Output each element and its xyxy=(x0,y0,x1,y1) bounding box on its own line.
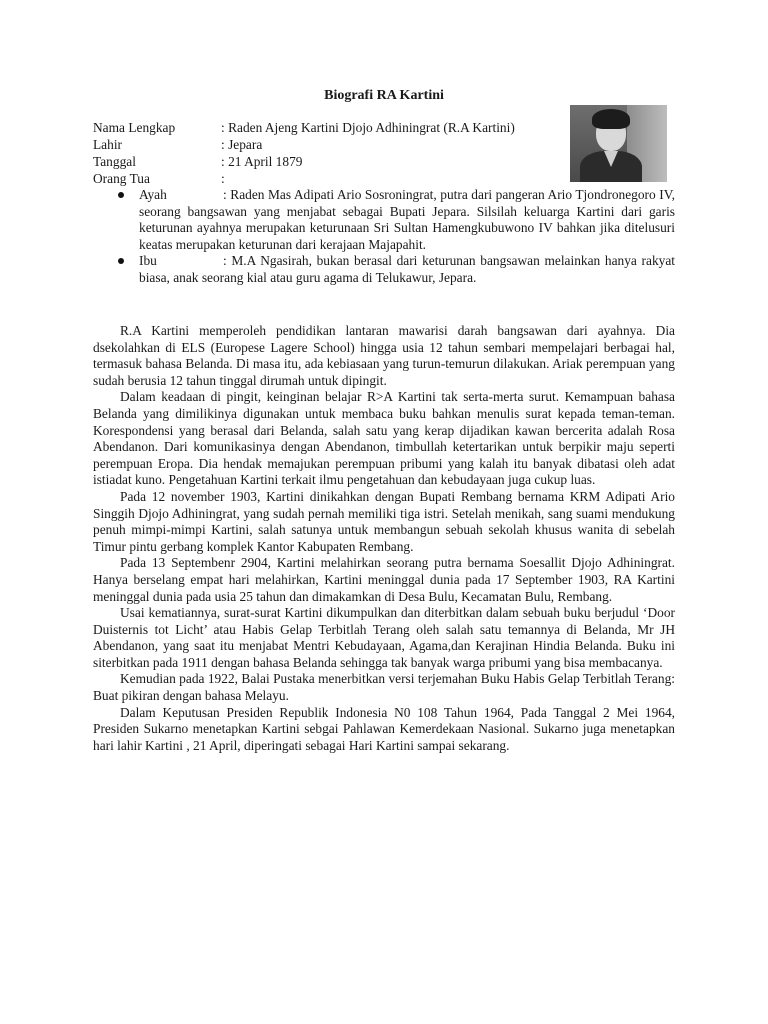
info-value: : xyxy=(221,171,225,186)
list-item-father xyxy=(93,187,675,253)
paragraph-national-hero: Dalam Keputusan Presiden Republik Indonesia N0 108 Tahun 1964, Pada Tanggal 2 Mei 1964, Presiden Sukarno menetapkan Kartini sebgai Pahlawan Kemerdekaan Nasional. Sukarno juga menetapkan hari lahir Kartini , 21 April, diperingati sebagai Hari Kartini sampai sekarang. xyxy=(93,704,675,753)
info-row-date xyxy=(93,154,573,171)
bullet-icon xyxy=(118,192,124,198)
info-value: : 21 April 1879 xyxy=(221,154,303,169)
parent-label: Ibu xyxy=(139,253,157,269)
parent-text: : Raden Mas Adipati Ario Sosroningrat, putra dari pangeran Ario Tjondronegoro IV, seorang bangsawan yang menjabat sebagai Bupati Jepara. Silsilah keluarga Kartini dari garis keturunan ayahnya merupakan keturunaan Sri Sultan Hamengkubuwono IV bahkan jika ditelusuri keatas merupakan keturunan dari kerajaan Majapahit. xyxy=(139,187,675,252)
parents-list xyxy=(93,187,675,287)
bio-info-table xyxy=(93,120,573,188)
parent-text: : M.A Ngasirah, bukan berasal dari keturunan bangsawan melainkan hanya rakyat biasa, anak seorang kial atau guru agama di Telukawur, Jepara. xyxy=(139,253,675,285)
parent-label: Ayah xyxy=(139,187,167,202)
info-label: Tanggal xyxy=(93,154,136,169)
info-label: Orang Tua xyxy=(93,171,150,186)
info-value: : Raden Ajeng Kartini Djojo Adhiningrat (R.A Kartini) xyxy=(221,120,515,135)
info-value: : Jepara xyxy=(221,137,263,152)
info-row-name xyxy=(93,120,573,137)
paragraph-translation: Kemudian pada 1922, Balai Pustaka menerbitkan versi terjemahan Buku Habis Gelap Terbitlah Terang: Buat pikiran dengan bahasa Melayu. xyxy=(93,671,675,704)
info-row-birthplace xyxy=(93,137,573,154)
paragraph-letters: Usai kematiannya, surat-surat Kartini dikumpulkan dan diterbitkan dalam sebuah buku berjudul ‘Door Duisternis tot Licht’ atau Habis Gelap Terbitlah Terang oleh salah satu temannya di Belanda, Mr JH Abendanon, yang saat itu menjabat Mentri Kebudayaan, Agama,dan Kerajinan Hindia Belanda. Buku ini siterbitkan pada 1911 dengan bahasa Belanda sehingga tak banyak warga pribumi yang bisa membacanya. xyxy=(93,605,675,670)
list-item-mother xyxy=(93,253,675,286)
photo-figure-hair xyxy=(592,109,630,129)
paragraph-death: Pada 13 Septembenr 2904, Kartini melahirkan seorang putra bernama Soesallit Djojo Adhiningrat. Hanya berselang empat hari melahirkan, Kartini meninggal dunia pada 17 September 1903, RA Kartini meninggal dunia pada usia 25 tahun dan dimakamkan di Desa Bulu, Kecamatan Bulu, Rembang. xyxy=(93,555,675,604)
info-label: Nama Lengkap xyxy=(93,120,176,135)
document-title: Biografi RA Kartini xyxy=(324,88,444,103)
document-page xyxy=(93,0,675,1024)
paragraph-seclusion: Dalam keadaan di pingit, keinginan belajar R>A Kartini tak serta-merta surut. Kemampuan bahasa Belanda yang dimilikinya digunakan untuk membaca buku bahkan menulis surat kepada teman-teman. Korespondensi yang berasal dari Belanda, salah satu yang kerap dijadikan kawan bercerita adalah Rosa Abendanon. Dari komunikasinya dengan Abendanon, timbullah ketertarikan untuk berpikir maju seperti perempuan Eropa. Dia hendak memajukan perempuan pribumi yang kalah itu banyak dibatasi oleh adat istiadat kuno. Pengetahuan Kartini terkait ilmu pengetahuan dan kebudayaan juga cukup luas. xyxy=(93,389,675,488)
info-row-parents xyxy=(93,171,573,188)
info-label: Lahir xyxy=(93,137,122,152)
paragraph-education: R.A Kartini memperoleh pendidikan lantaran mawarisi darah bangsawan dari ayahnya. Dia dsekolahkan di ELS (Europese Lagere School) hingga usia 12 tahun sembari mempelajari berbagai hal, termasuk bahasa Belanda. Di masa itu, ada kebiasaan yang turun-temurun dilakukan. Ariak perempuan yang sudah berusia 12 tahun tinggal dirumah untuk dipingit. xyxy=(93,323,675,388)
kartini-portrait-photo xyxy=(570,105,667,182)
biography-body xyxy=(93,323,675,754)
paragraph-marriage: Pada 12 november 1903, Kartini dinikahkan dengan Bupati Rembang bernama KRM Adipati Ario Singgih Djojo Adhiningrat, yang sudah pernah memiliki tiga istri. Setelah menikah, sang suami mendukung penuh mimpi-mimpi Kartini, salah satunya untuk membangun sebuah sekolah khusus wanita di sebelah Timur pintu gerbang komplek Kantor Kabupaten Rembang. xyxy=(93,488,675,554)
bullet-icon xyxy=(118,258,124,264)
